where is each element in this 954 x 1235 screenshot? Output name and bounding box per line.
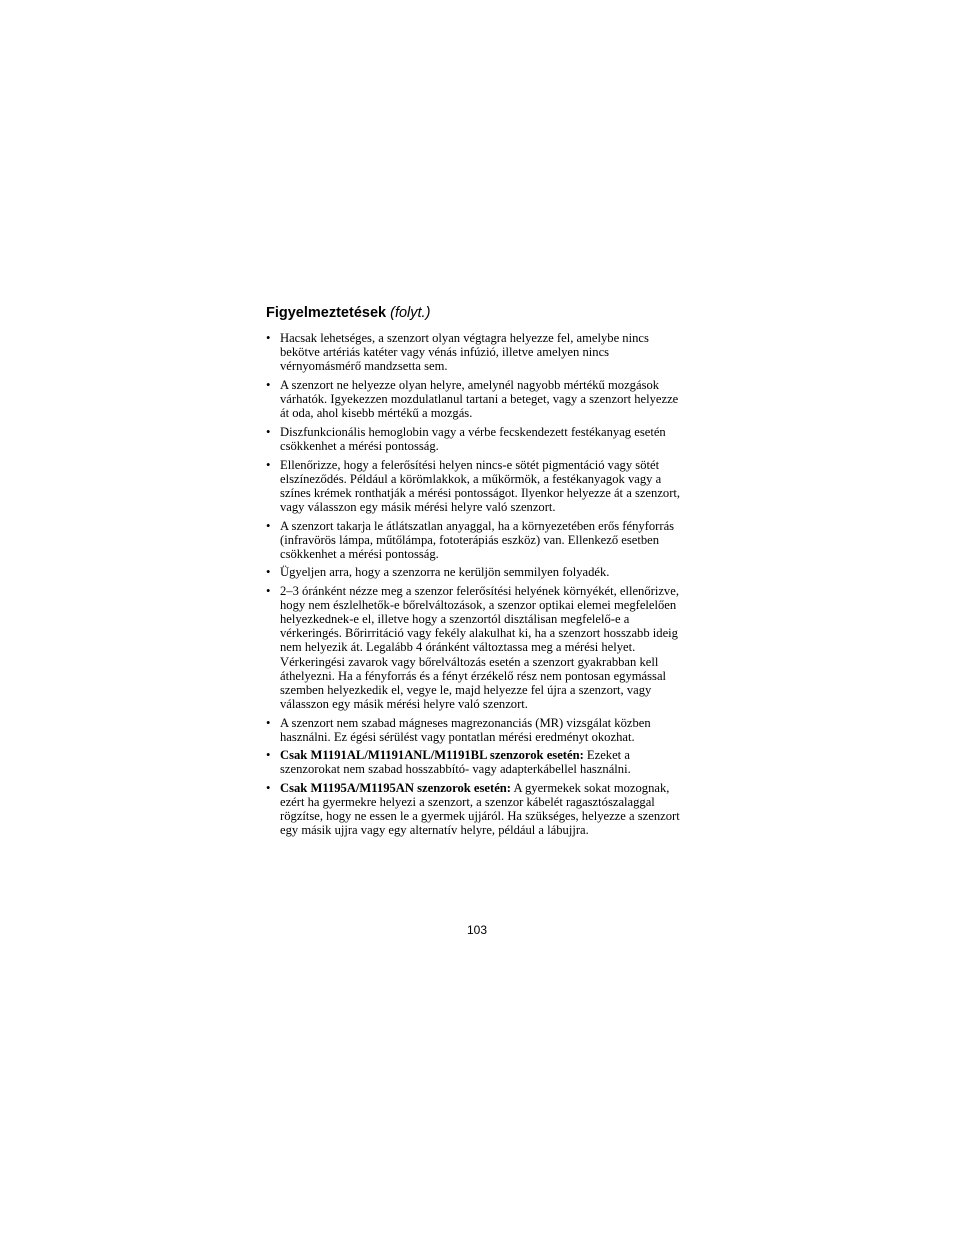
- list-item-text: Ügyeljen arra, hogy a szenzorra ne kerüljön semmilyen folyadék.: [280, 565, 610, 580]
- list-item-text: Ellenőrizze, hogy a felerősítési helyen nincs-e sötét pigmentáció vagy sötét elszíneződés. Például a körömlakkok, a műkörmök, a festékanyagok vagy a színes krémek ronthatják a mérési pontosságot. Ilyenkor helyezze át a szenzort, vagy válasszon egy másik mérési helyre való szenzort.: [280, 457, 681, 514]
- list-item: [266, 565, 690, 579]
- list-item: [266, 716, 690, 744]
- list-item: [266, 781, 690, 837]
- bullet-marker: •: [266, 457, 271, 472]
- bullet-marker: •: [266, 715, 271, 730]
- list-item: [266, 331, 690, 373]
- list-item-text: Ezeket a szenzorokat nem szabad hosszabbító- vagy adapterkábellel használni.: [280, 748, 631, 777]
- list-item-text: Diszfunkcionális hemoglobin vagy a vérbe fecskendezett festékanyag esetén csökkenhet a mérési pontosság.: [280, 424, 666, 453]
- warnings-list: [266, 331, 690, 842]
- list-item-text: A szenzort ne helyezze olyan helyre, amelynél nagyobb mértékű mozgások várhatók. Igyekezzen mozdulatlanul tartani a beteget, vagy a szenzort helyezze át oda, ahol kisebb mértékű a mozgás.: [280, 377, 679, 421]
- list-item: [266, 748, 690, 776]
- bullet-marker: •: [266, 565, 271, 580]
- page-number: 103: [466, 923, 488, 937]
- list-item-lead: Csak M1191AL/M1191ANL/M1191BL szenzorok esetén:: [280, 748, 584, 763]
- list-item-text: A gyermekek sokat mozognak, ezért ha gyermekre helyezi a szenzort, a szenzor kábelét ragasztószalaggal rögzítse, hogy ne essen le a gyermek ujjáról. Ha szükséges, helyezze a szenzort egy másik ujjra vagy egy alternatív helyre, például a lábujjra.: [280, 781, 680, 838]
- list-item-text: A szenzort takarja le átlátszatlan anyaggal, ha a környezetében erős fényforrás (infravörös lámpa, műtőlámpa, fototerápiás eszköz) van. Ellenkező esetben csökkenhet a mérési pontosság.: [280, 518, 675, 561]
- list-item: [266, 458, 690, 514]
- list-item: [266, 425, 690, 453]
- list-item-text: A szenzort nem szabad mágneses magrezonanciás (MR) vizsgálat közben használni. Ez égési sérülést vagy pontatlan mérési eredményt okozhat.: [280, 715, 651, 744]
- bullet-marker: •: [266, 377, 271, 392]
- list-item-text: Hacsak lehetséges, a szenzort olyan végtagra helyezze fel, amelybe nincs bekötve artériás katéter vagy vénás infúzió, illetve amelyen nincs vérnyomásmérő mandzsetta sem.: [280, 331, 649, 374]
- list-item-text: 2–3 óránként nézze meg a szenzor felerősítési helyének környékét, ellenőrizve, hogy nem észlelhetők-e bőrelváltozások, a szenzor optikai elemei megfelelően helyezkednek-e el, illetve hogy a szenzortól disztálisan megfelelő-e a vérkeringés. Bőrirritáció vagy fekély alakulhat ki, ha a szenzort hosszabb ideig nem helyezik át. Legalább 4 óránként változtassa meg a mérési helyet. Vérkeringési zavarok vagy bőrelváltozás esetén a szenzort gyakrabban kell áthelyezni. Ha a fényforrás és a fényt érzékelő rész nem pontosan egymással szemben helyezkedik el, vegye le, majd helyezze fel újra a szenzort, vagy válasszon egy másik mérési helyre való szenzort.: [280, 584, 679, 711]
- bullet-marker: •: [266, 424, 271, 439]
- list-item: [266, 378, 690, 420]
- bullet-marker: •: [266, 748, 271, 763]
- list-item: [266, 584, 690, 711]
- bullet-marker: •: [266, 331, 271, 345]
- section-heading: [266, 304, 430, 322]
- list-item: [266, 519, 690, 561]
- bullet-marker: •: [266, 781, 271, 796]
- bullet-marker: •: [266, 518, 271, 533]
- bullet-marker: •: [266, 584, 271, 599]
- list-item-lead: Csak M1195A/M1195AN szenzorok esetén:: [280, 781, 511, 796]
- section-heading-continuation: (folyt.): [390, 305, 431, 321]
- section-heading-title: Figyelmeztetések: [266, 305, 387, 321]
